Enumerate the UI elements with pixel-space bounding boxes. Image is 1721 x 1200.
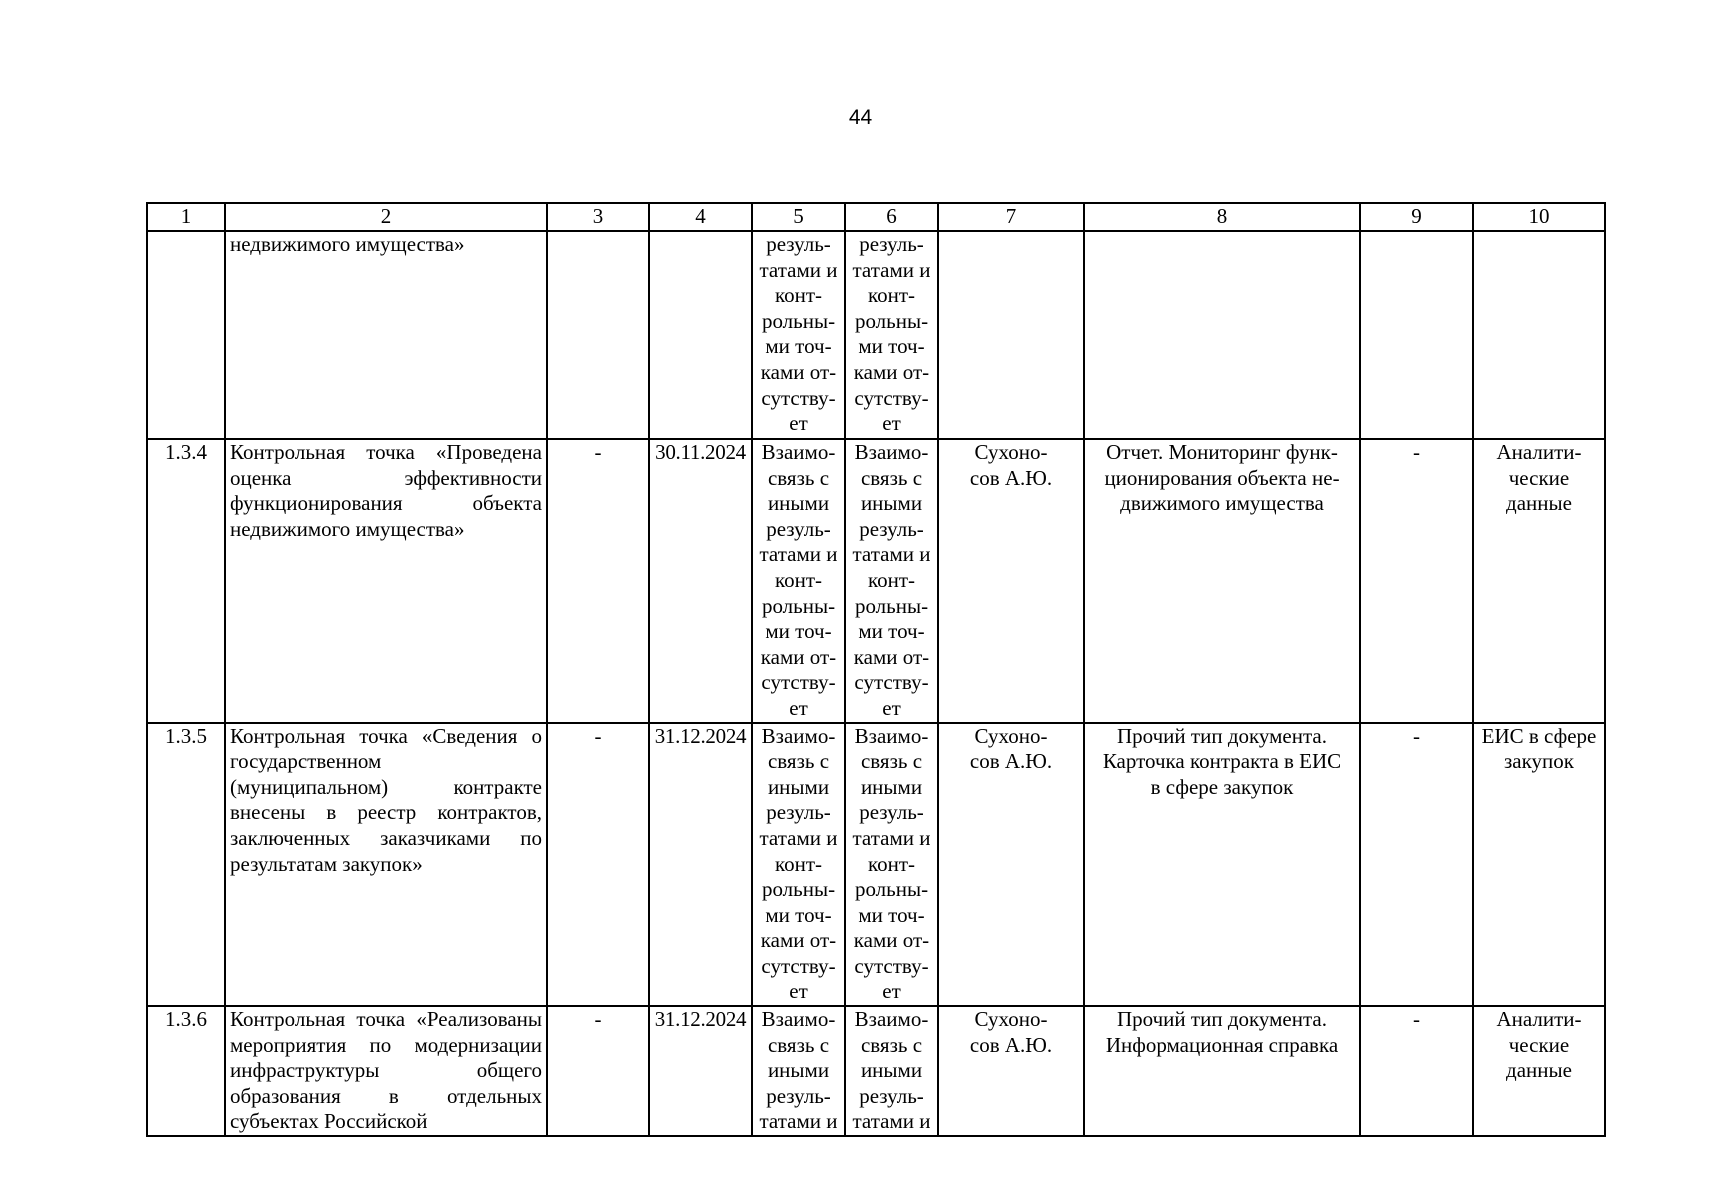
relation-cell-6: Взаимо- связь с иными резуль- татами и конт- рольны- ми точ- ками от- сутству- ет xyxy=(845,723,938,1007)
column-3-cell: - xyxy=(547,723,649,1007)
due-date: 30.11.2024 xyxy=(649,439,752,723)
relation-cell-6: Взаимо- связь с иными резуль- татами и конт- рольны- ми точ- ками от- сутству- ет xyxy=(845,439,938,723)
column-3-cell xyxy=(547,231,649,439)
document-type xyxy=(1084,231,1360,439)
row-number: 1.3.4 xyxy=(147,439,225,723)
control-point-name-text: Контрольная точка «Сведения о государственном (муниципальном) контракте внесены в реестр контрактов, заключенных заказчиками по результатам закупок» xyxy=(230,723,542,876)
control-point-name xyxy=(225,439,547,723)
control-point-name xyxy=(225,231,547,439)
table-row xyxy=(147,1006,1605,1136)
column-header: 3 xyxy=(547,203,649,231)
data-source: Аналити- ческие данные xyxy=(1473,439,1605,723)
column-header: 1 xyxy=(147,203,225,231)
page-number: 44 xyxy=(848,106,873,129)
column-3-cell: - xyxy=(547,1006,649,1136)
data-source: ЕИС в сфере закупок xyxy=(1473,723,1605,1007)
plan-table xyxy=(146,202,1606,1137)
column-header: 5 xyxy=(752,203,845,231)
document-type: Прочий тип документа. Информационная справка xyxy=(1084,1006,1360,1136)
relation-cell-5: Взаимо- связь с иными резуль- татами и конт- рольны- ми точ- ками от- сутству- ет xyxy=(752,439,845,723)
table-row xyxy=(147,439,1605,723)
row-number xyxy=(147,231,225,439)
due-date xyxy=(649,231,752,439)
table-row xyxy=(147,723,1605,1007)
column-9-cell xyxy=(1360,231,1473,439)
due-date: 31.12.2024 xyxy=(649,1006,752,1136)
column-header: 2 xyxy=(225,203,547,231)
control-point-name xyxy=(225,723,547,1007)
control-point-name-text: Контрольная точка «Проведена оценка эффективности функционирования объекта недвижимого имущества» xyxy=(230,440,542,541)
row-number: 1.3.5 xyxy=(147,723,225,1007)
responsible-person: Сухоно- сов А.Ю. xyxy=(938,439,1084,723)
column-9-cell: - xyxy=(1360,723,1473,1007)
column-3-cell: - xyxy=(547,439,649,723)
row-number: 1.3.6 xyxy=(147,1006,225,1136)
column-9-cell: - xyxy=(1360,439,1473,723)
responsible-person: Сухоно- сов А.Ю. xyxy=(938,1006,1084,1136)
responsible-person xyxy=(938,231,1084,439)
due-date: 31.12.2024 xyxy=(649,723,752,1007)
data-source: Аналити- ческие данные xyxy=(1473,1006,1605,1136)
relation-cell-6: резуль- татами и конт- рольны- ми точ- ками от- сутству- ет xyxy=(845,231,938,439)
relation-cell-5: Взаимо- связь с иными резуль- татами и xyxy=(752,1006,845,1136)
header-row xyxy=(147,203,1605,231)
column-header: 6 xyxy=(845,203,938,231)
data-source xyxy=(1473,231,1605,439)
relation-cell-5: резуль- татами и конт- рольны- ми точ- ками от- сутству- ет xyxy=(752,231,845,439)
control-point-name-text: недвижимого имущества» xyxy=(230,232,465,256)
document-type: Отчет. Мониторинг функ- ционирования объекта не- движимого имущества xyxy=(1084,439,1360,723)
control-point-name-text: Контрольная точка «Реализованы мероприятия по модернизации инфраструктуры общего образования в отдельных субъектах Российской xyxy=(230,1007,542,1134)
document-type: Прочий тип документа. Карточка контракта в ЕИС в сфере закупок xyxy=(1084,723,1360,1007)
column-header: 7 xyxy=(938,203,1084,231)
relation-cell-6: Взаимо- связь с иными резуль- татами и xyxy=(845,1006,938,1136)
responsible-person: Сухоно- сов А.Ю. xyxy=(938,723,1084,1007)
table-row xyxy=(147,231,1605,439)
column-9-cell: - xyxy=(1360,1006,1473,1136)
column-header: 8 xyxy=(1084,203,1360,231)
column-header: 9 xyxy=(1360,203,1473,231)
column-header: 4 xyxy=(649,203,752,231)
column-header: 10 xyxy=(1473,203,1605,231)
control-point-name xyxy=(225,1006,547,1136)
relation-cell-5: Взаимо- связь с иными резуль- татами и конт- рольны- ми точ- ками от- сутству- ет xyxy=(752,723,845,1007)
